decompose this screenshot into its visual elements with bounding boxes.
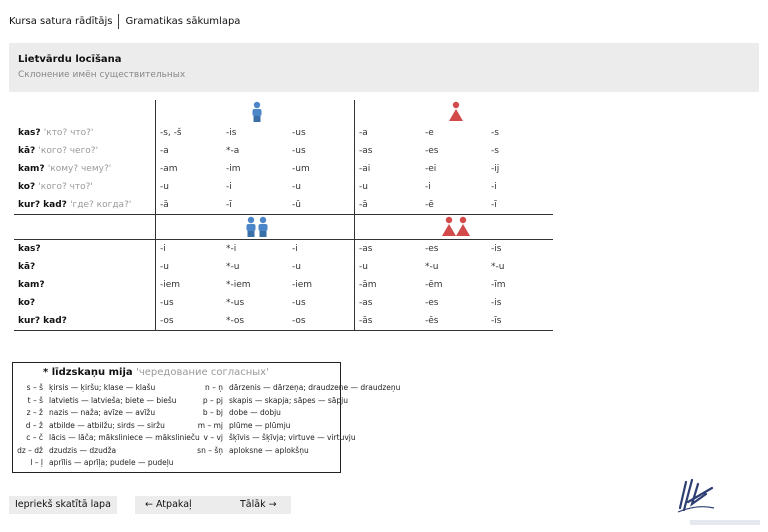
agency-logo bbox=[668, 474, 763, 529]
feminine-ending-cell: -s bbox=[491, 146, 499, 156]
case-question-lv: kam? bbox=[18, 164, 45, 174]
masculine-ending-cell: -i bbox=[156, 240, 223, 259]
masculine-ending-cell: -is bbox=[226, 128, 237, 138]
alternation-title bbox=[43, 367, 269, 378]
alternation-title-ru: 'чередование согласных' bbox=[136, 367, 269, 378]
masculine-ending-cell: -u bbox=[292, 182, 301, 192]
feminine-ending-cell: -ē bbox=[421, 196, 487, 215]
alternation-pair: l – ļ bbox=[30, 458, 43, 467]
feminine-ending-cell: -ēs bbox=[421, 312, 487, 331]
feminine-ending-cell: -s bbox=[491, 128, 499, 138]
case-question-ru: 'кого? чего?' bbox=[38, 146, 99, 156]
feminine-ending-cell: -as bbox=[355, 240, 422, 259]
alternation-pair: s – š bbox=[26, 383, 43, 392]
declension-row bbox=[14, 160, 553, 178]
alternation-row bbox=[179, 408, 281, 417]
feminine-ending-cell: -u bbox=[355, 178, 422, 196]
alternation-example: aploksne — aplokšņu bbox=[229, 445, 309, 455]
case-question-lv: kam? bbox=[18, 280, 45, 290]
feminine-ending-cell: -ei bbox=[425, 164, 437, 174]
masculine-ending-cell: -os bbox=[156, 312, 223, 331]
feminine-ending-cell: -i bbox=[491, 182, 497, 192]
masculine-ending-cell: -u bbox=[156, 178, 223, 196]
case-question-lv: ko? bbox=[18, 182, 36, 192]
masculine-ending-cell: *-us bbox=[226, 298, 245, 308]
feminine-ending-cell: -es bbox=[425, 146, 439, 156]
singular-icon-row bbox=[14, 100, 553, 124]
alternation-row bbox=[179, 421, 291, 430]
case-question bbox=[14, 178, 156, 196]
alternation-pair: d – ž bbox=[25, 420, 43, 430]
alternation-example: atbilde — atbilžu; sirds — siržu bbox=[49, 420, 165, 430]
declension-row bbox=[14, 142, 553, 160]
masculine-ending-cell: -us bbox=[292, 128, 306, 138]
alternation-example: nazis — naža; avīze — avīžu bbox=[49, 408, 156, 417]
feminine-ending-cell: -ī bbox=[487, 196, 553, 215]
masculine-ending-cell: -im bbox=[226, 164, 241, 174]
female-singular-header bbox=[355, 100, 554, 124]
case-question-ru: 'кого? что?' bbox=[38, 182, 93, 192]
alternation-row bbox=[13, 408, 155, 417]
feminine-ending-cell: -es bbox=[421, 240, 487, 259]
declension-row bbox=[14, 196, 553, 215]
masculine-ending-cell: *-os bbox=[222, 312, 288, 331]
top-navigation bbox=[9, 14, 240, 29]
masculine-ending-cell: -u bbox=[156, 258, 223, 276]
alternation-example: dobe — dobju bbox=[229, 408, 281, 417]
masculine-ending-cell: *-a bbox=[226, 146, 240, 156]
alternation-pair: sn – šņ bbox=[197, 445, 223, 455]
grammar-home-link[interactable]: Gramatikas sākumlapa bbox=[125, 16, 241, 27]
declension-row bbox=[14, 294, 553, 312]
case-question-lv: kur? kad? bbox=[18, 316, 67, 326]
case-question bbox=[14, 196, 156, 215]
case-question-lv: kur? kad? bbox=[18, 200, 67, 210]
case-question bbox=[14, 142, 156, 160]
male-pair-icon bbox=[244, 216, 270, 238]
masculine-ending-cell: -um bbox=[292, 164, 310, 174]
masculine-ending-cell: -am bbox=[156, 160, 223, 178]
previous-viewed-page-button[interactable]: Iepriekš skatītā lapa bbox=[9, 496, 117, 514]
case-question-ru: 'кому? чему?' bbox=[47, 164, 112, 174]
case-question bbox=[14, 240, 156, 259]
male-person-icon bbox=[250, 101, 264, 123]
pager bbox=[135, 496, 291, 514]
masculine-ending-cell: -ī bbox=[222, 196, 288, 215]
alternation-example: šķīvis — šķīvja; virtuve — virtuvju bbox=[229, 433, 356, 442]
case-question-lv: kas? bbox=[18, 244, 41, 254]
alternation-example: lācis — lāča; mākslinieсe — mākslinieču bbox=[49, 433, 200, 442]
next-button[interactable]: Tālāk → bbox=[240, 499, 277, 510]
feminine-ending-cell: -a bbox=[355, 124, 422, 142]
case-question bbox=[14, 294, 156, 312]
alternation-example: latvietis — latvieša; biete — biešu bbox=[49, 395, 177, 405]
alternation-example: aprīlis — aprīļa; pudele — pudeļu bbox=[49, 458, 174, 467]
case-question-lv: kā? bbox=[18, 146, 36, 156]
alternation-pair: v – vj bbox=[203, 433, 223, 442]
alternation-row bbox=[13, 458, 174, 467]
masculine-ending-cell: -a bbox=[156, 142, 223, 160]
feminine-ending-cell: -es bbox=[425, 298, 439, 308]
alternation-example: skapis — skapja; sāpes — sāpju bbox=[229, 395, 348, 405]
plural-icon-row bbox=[14, 215, 553, 240]
page-title: Lietvārdu locīšana bbox=[18, 54, 122, 65]
case-question-ru: 'где? когда?' bbox=[70, 200, 132, 210]
feminine-ending-cell: -is bbox=[491, 298, 502, 308]
masculine-ending-cell: -iem bbox=[156, 276, 223, 294]
case-question bbox=[14, 160, 156, 178]
feminine-ending-cell: *-u bbox=[425, 262, 439, 272]
feminine-ending-cell: -i bbox=[425, 182, 431, 192]
alternation-row bbox=[13, 383, 155, 392]
alternation-row bbox=[179, 446, 309, 455]
female-person-icon bbox=[448, 101, 464, 123]
toc-link[interactable]: Kursa satura rādītājs bbox=[9, 16, 113, 27]
declension-row bbox=[14, 124, 553, 142]
alternation-row bbox=[179, 396, 348, 405]
declension-table bbox=[14, 100, 553, 331]
feminine-ending-cell: -ai bbox=[355, 160, 422, 178]
feminine-ending-cell: -as bbox=[355, 142, 422, 160]
case-question-lv: kas? bbox=[18, 128, 41, 138]
feminine-ending-cell: -īs bbox=[487, 312, 553, 331]
male-plural-header bbox=[156, 215, 355, 240]
masculine-ending-cell: -u bbox=[292, 262, 301, 272]
alternation-pair: b – bj bbox=[202, 408, 223, 417]
back-button[interactable]: ← Atpakaļ bbox=[145, 499, 192, 510]
alternation-example: dārzenis — dārzeņa; draudzene — draudzeņu bbox=[229, 383, 401, 392]
female-pair-icon bbox=[441, 216, 471, 238]
masculine-ending-cell: -i bbox=[288, 240, 355, 259]
alternation-pair: n – ņ bbox=[204, 383, 223, 392]
consonant-alternation-box bbox=[12, 362, 401, 473]
page-subtitle: Склонение имён существительных bbox=[18, 70, 186, 80]
feminine-ending-cell: -as bbox=[355, 294, 422, 312]
alternation-pair: c – č bbox=[26, 433, 43, 442]
declension-row bbox=[14, 178, 553, 196]
alternation-row bbox=[13, 396, 177, 405]
feminine-ending-cell: -ēm bbox=[425, 280, 443, 290]
feminine-ending-cell: -ām bbox=[355, 276, 422, 294]
alternation-row bbox=[179, 383, 400, 392]
alternation-pair: p – pj bbox=[202, 395, 223, 405]
alternation-example: plūme — plūmju bbox=[229, 420, 291, 430]
nav-divider bbox=[118, 14, 119, 29]
masculine-ending-cell: *-i bbox=[222, 240, 288, 259]
alternation-row bbox=[13, 446, 116, 455]
masculine-ending-cell: -us bbox=[156, 294, 223, 312]
masculine-ending-cell: -s, -š bbox=[156, 124, 223, 142]
case-question-lv: ko? bbox=[18, 298, 36, 308]
alternation-pair: m – mj bbox=[197, 420, 223, 430]
alternation-row bbox=[13, 421, 165, 430]
declension-row bbox=[14, 240, 553, 259]
case-question bbox=[14, 312, 156, 331]
masculine-ending-cell: -iem bbox=[292, 280, 313, 290]
alternation-pair: dz – dž bbox=[17, 445, 43, 455]
male-singular-header bbox=[156, 100, 355, 124]
alternation-row bbox=[179, 433, 356, 442]
case-question-ru: 'кто? что?' bbox=[43, 128, 94, 138]
case-question bbox=[14, 124, 156, 142]
alternation-row bbox=[13, 433, 200, 442]
masculine-ending-cell: *-iem bbox=[226, 280, 251, 290]
page-header bbox=[9, 43, 759, 92]
feminine-ending-cell: -ij bbox=[491, 164, 500, 174]
female-plural-header bbox=[355, 215, 554, 240]
alternation-pair: z – ž bbox=[26, 408, 43, 417]
alternation-title-lv: * līdzskaņu mija bbox=[43, 367, 133, 378]
masculine-ending-cell: -us bbox=[292, 146, 306, 156]
feminine-ending-cell: -ās bbox=[355, 312, 422, 331]
case-question bbox=[14, 276, 156, 294]
alternation-example: ķirsis — ķiršu; klase — klašu bbox=[49, 383, 156, 392]
alternation-pair: t – š bbox=[27, 395, 43, 405]
case-question bbox=[14, 258, 156, 276]
feminine-ending-cell: -e bbox=[425, 128, 434, 138]
feminine-ending-cell: -is bbox=[487, 240, 553, 259]
feminine-ending-cell: *-u bbox=[491, 262, 505, 272]
feminine-ending-cell: -īm bbox=[491, 280, 506, 290]
declension-row bbox=[14, 312, 553, 331]
masculine-ending-cell: -ū bbox=[288, 196, 355, 215]
masculine-ending-cell: -us bbox=[292, 298, 306, 308]
declension-row bbox=[14, 276, 553, 294]
feminine-ending-cell: -u bbox=[355, 258, 422, 276]
masculine-ending-cell: -os bbox=[288, 312, 355, 331]
alternation-example: dzudzis — dzudža bbox=[49, 445, 117, 455]
masculine-ending-cell: -i bbox=[226, 182, 232, 192]
case-question-lv: kā? bbox=[18, 262, 36, 272]
declension-row bbox=[14, 258, 553, 276]
feminine-ending-cell: -ā bbox=[355, 196, 422, 215]
masculine-ending-cell: *-u bbox=[226, 262, 240, 272]
masculine-ending-cell: -ā bbox=[156, 196, 223, 215]
